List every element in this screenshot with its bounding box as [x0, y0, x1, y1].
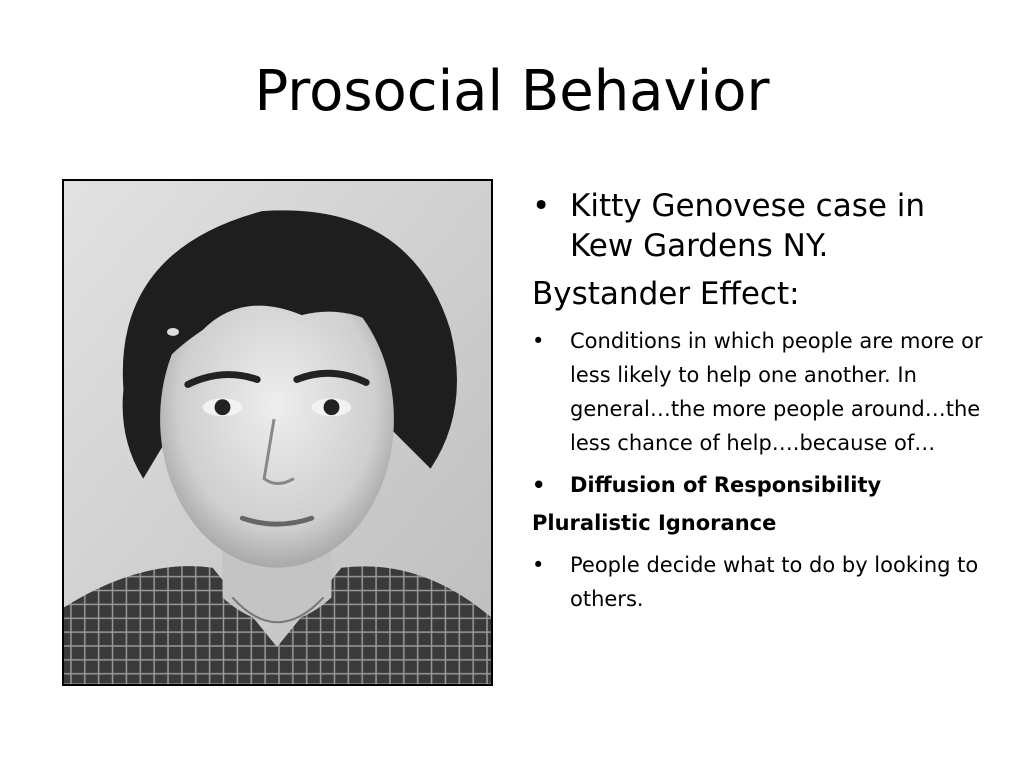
slide-content	[532, 186, 992, 616]
portrait-photo	[62, 179, 493, 686]
bullet-text: Diffusion of Responsibility	[570, 473, 882, 497]
bullet-conditions	[532, 324, 992, 460]
bullet-glyph: •	[532, 188, 551, 224]
bullet-kitty-genovese	[532, 186, 992, 266]
bullet-diffusion-of-responsibility	[532, 468, 992, 502]
heading-pluralistic-ignorance: Pluralistic Ignorance	[532, 511, 777, 535]
slide-title: Prosocial Behavior	[254, 59, 770, 124]
bullet-text: People decide what to do by looking to others.	[570, 553, 979, 611]
bullet-text: Conditions in which people are more or less likely to help one another. In general…the more people around…the less chance of help….because of…	[570, 329, 983, 455]
portrait-illustration	[64, 181, 491, 684]
bullet-glyph: •	[532, 553, 545, 577]
bullet-text: Kitty Genovese case in Kew Gardens NY.	[570, 188, 926, 264]
heading-bystander-effect: Bystander Effect:	[532, 276, 800, 312]
bullet-people-decide	[532, 548, 992, 616]
bullet-glyph: •	[532, 329, 545, 353]
bullet-glyph: •	[532, 473, 546, 497]
